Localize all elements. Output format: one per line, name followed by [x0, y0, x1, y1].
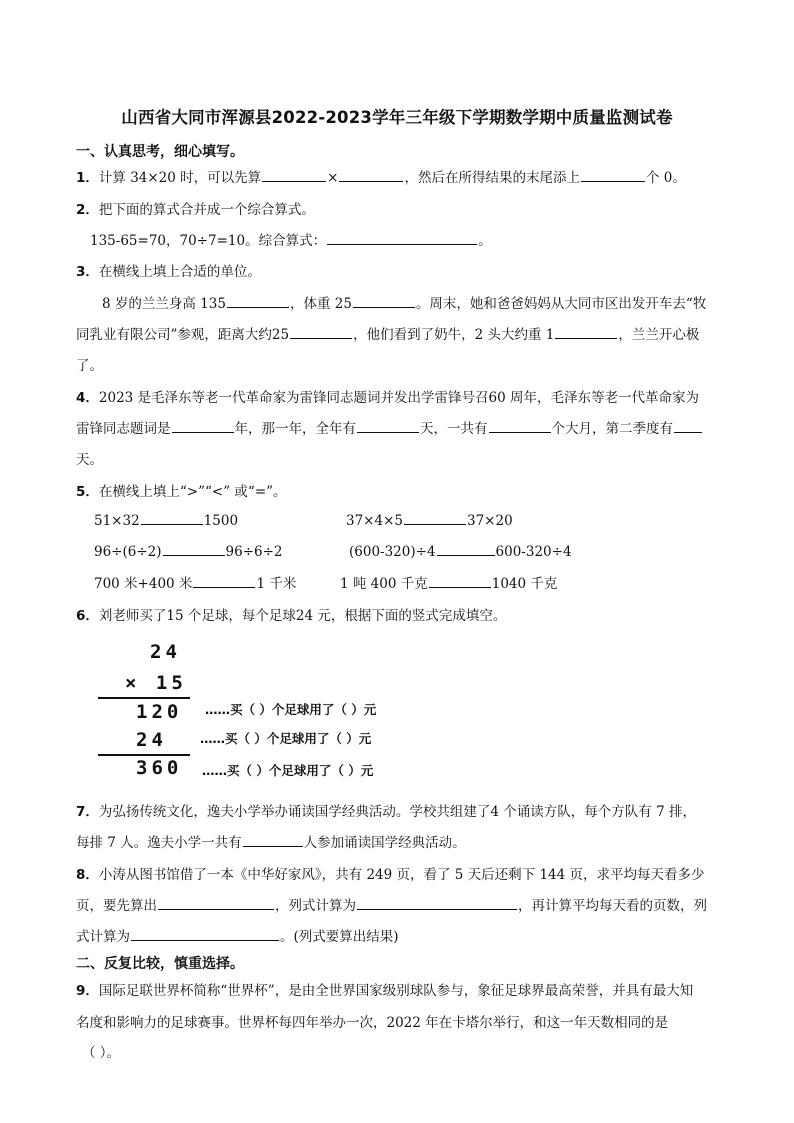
question-5: 5．在横线上填上“>”“<” 或“=”。	[76, 484, 287, 500]
question-3-line-1: 8 岁的兰兰身高 135 ，体重 25 。周末，她和爸爸妈妈从大同市区出发开车去“牧	[102, 296, 707, 312]
compare-item: 1 吨 400 千克 1040 千克	[340, 576, 558, 592]
question-7-line-2: 每排 7 人。逸夫小学一共有 人参加诵读国学经典活动。	[76, 835, 466, 851]
vertical-note: ……买（ ）个足球用了（ ）元	[202, 763, 374, 778]
question-4-line-2: 雷锋同志题词是 年，那一年，全年有 天，一共有 个大月，第二季度有	[76, 417, 703, 437]
vertical-note: ……买（ ）个足球用了（ ）元	[205, 702, 377, 717]
vertical-note: ……买（ ）个足球用了（ ）元	[200, 731, 372, 746]
section-heading-1: 一、认真思考，细心填写。	[76, 144, 244, 160]
compare-item: 700 米+400 米 1 千米	[94, 576, 297, 592]
answer-blank[interactable]	[339, 168, 403, 182]
question-8-line-3: 式计算为 。(列式要算出结果)	[76, 929, 399, 945]
answer-blank[interactable]	[357, 896, 517, 910]
question-8: 8．小涛从图书馆借了一本《中华好家风》，共有 249 页，看了 5 天后还剩下 144 页，求平均每天看多少	[76, 867, 705, 883]
question-2: 2．把下面的算式合并成一个综合算式。	[76, 202, 315, 218]
answer-blank[interactable]	[227, 294, 289, 308]
answer-blank[interactable]	[131, 927, 279, 941]
question-8-line-2: 页，要先算出 ，列式计算为 ，再计算平均每天看的页数，列	[76, 898, 707, 914]
question-9: 9．国际足联世界杯简称“世界杯”，是由全世界国家级别球队参与，象征足球界最高荣誉，并具有最大知	[76, 983, 694, 999]
partial-product-1: 120	[136, 701, 183, 723]
answer-parentheses[interactable]: （ ）。	[82, 1045, 121, 1061]
vertical-result: 360	[136, 757, 183, 779]
compare-item: 51×32 1500	[94, 513, 239, 529]
vertical-line	[98, 697, 190, 699]
answer-blank[interactable]	[357, 419, 419, 433]
answer-blank[interactable]	[172, 419, 234, 433]
vertical-line	[98, 754, 190, 756]
question-4: 4．2023 是毛泽东等老一代革命家为雷锋同志题词并发出学雷锋号召60 周年，毛泽东等老一代革命家为	[76, 390, 700, 406]
compare-item: 96÷(6÷2) 96÷6÷2	[94, 544, 283, 560]
answer-blank[interactable]	[353, 294, 415, 308]
answer-blank[interactable]	[141, 511, 203, 525]
answer-blank[interactable]	[262, 168, 326, 182]
question-1: 1．计算 34×20 时，可以先算 × ，然后在所得结果的末尾添上 个 0。	[76, 170, 686, 186]
answer-blank[interactable]	[290, 325, 352, 339]
question-7: 7．为弘扬传统文化，逸夫小学举办诵读国学经典活动。学校共组建了4 个诵读方队，每个方队有 7 排，	[76, 804, 696, 820]
answer-blank[interactable]	[489, 419, 551, 433]
question-6: 6．刘老师买了15 个足球，每个足球24 元，根据下面的竖式完成填空。	[76, 608, 507, 624]
answer-blank[interactable]	[404, 511, 466, 525]
page-title: 山西省大同市浑源县2022-2023学年三年级下学期数学期中质量监测试卷	[121, 108, 673, 127]
answer-blank[interactable]	[429, 574, 491, 588]
answer-blank[interactable]	[193, 574, 255, 588]
answer-blank[interactable]	[555, 325, 617, 339]
question-4-line-3: 天。	[76, 452, 103, 468]
answer-blank[interactable]	[674, 419, 702, 433]
answer-blank[interactable]	[163, 542, 225, 556]
partial-product-2: 24	[136, 729, 167, 751]
answer-blank[interactable]	[437, 542, 495, 556]
question-9-line-2: 名度和影响力的足球赛事。世界杯每四年举办一次，2022 年在卡塔尔举行，和这一年天数相同的是	[76, 1015, 669, 1031]
question-2-formula: 135-65=70，70÷7=10。综合算式： 。	[90, 233, 492, 249]
section-heading-2: 二、反复比较，慎重选择。	[76, 956, 244, 972]
answer-blank[interactable]	[243, 833, 303, 847]
compare-item: 37×4×5 37×20	[346, 513, 513, 529]
answer-blank[interactable]	[327, 231, 477, 245]
compare-item: (600-320)÷4 600-320÷4	[349, 544, 572, 560]
question-3: 3．在横线上填上合适的单位。	[76, 264, 261, 280]
answer-blank[interactable]	[581, 168, 645, 182]
question-3-line-2: 同乳业有限公司”参观，距离大约25 ，他们看到了奶牛，2 头大约重 1 ，兰兰开心极	[76, 327, 700, 343]
vertical-multiplier: × 15	[125, 672, 187, 694]
question-3-line-3: 了。	[76, 358, 103, 374]
answer-blank[interactable]	[158, 896, 274, 910]
vertical-multiplicand: 24	[150, 641, 181, 663]
